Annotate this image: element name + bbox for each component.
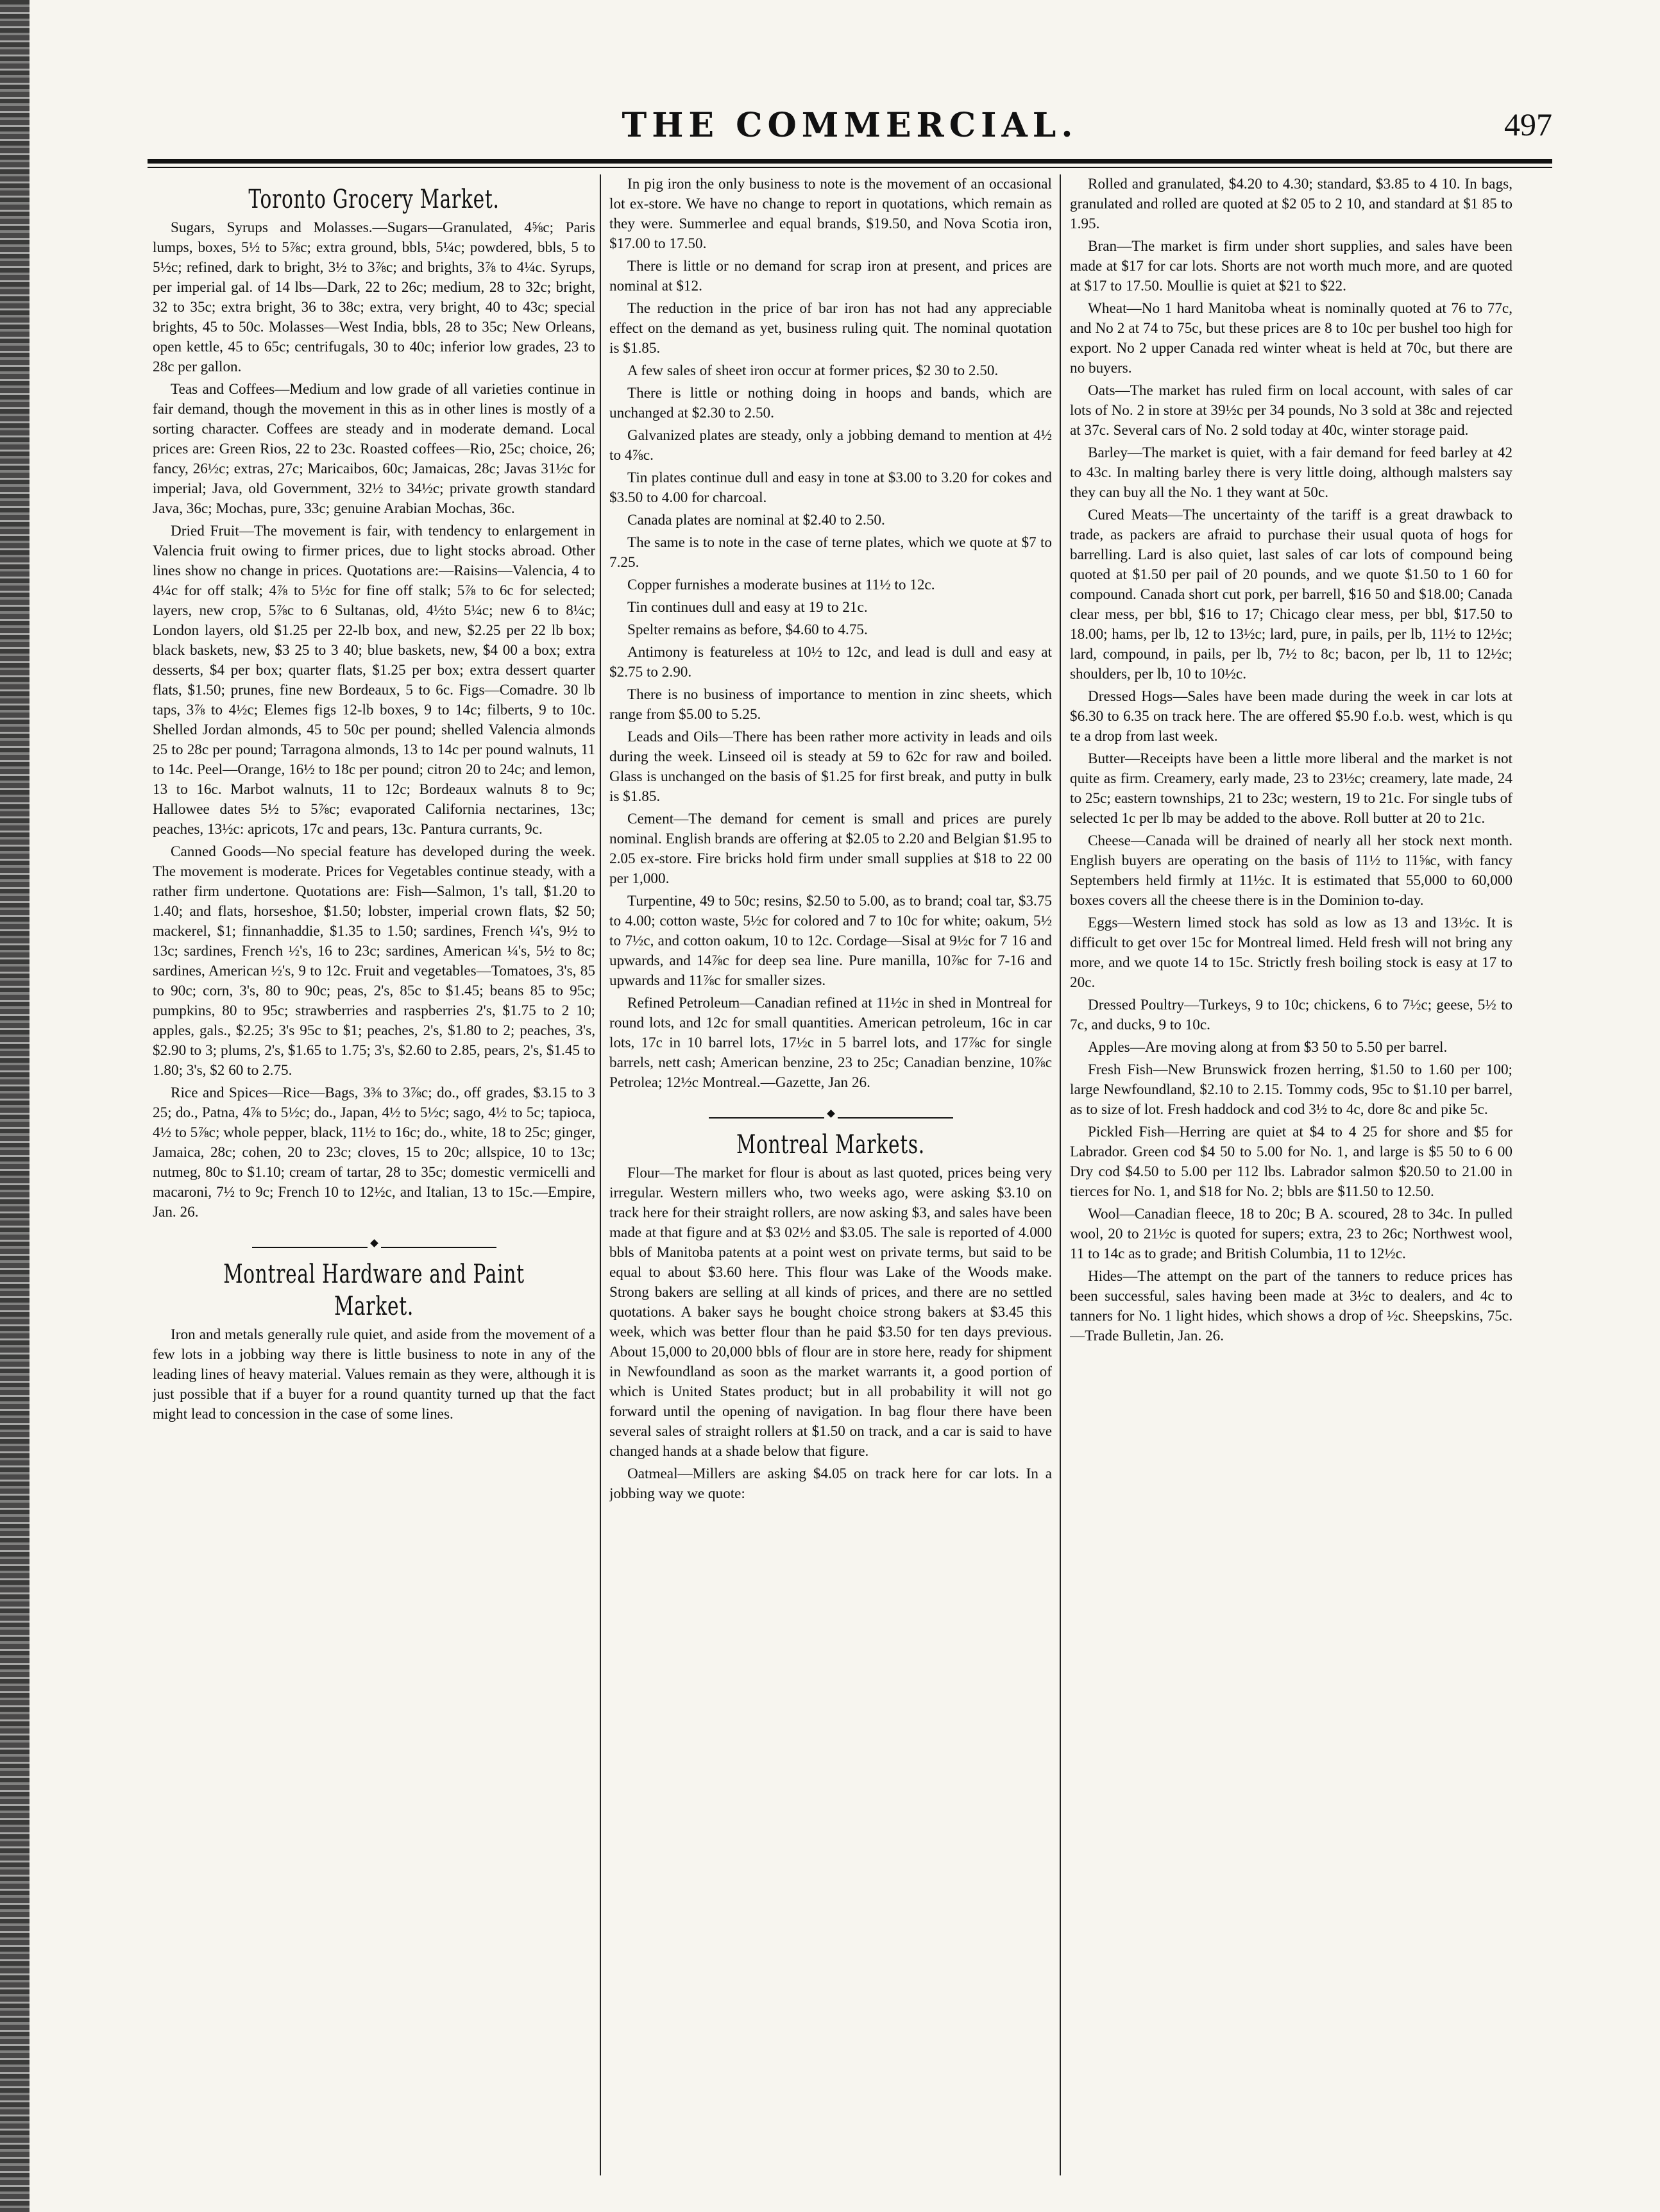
header-rule-thin xyxy=(148,167,1552,168)
paragraph: Canned Goods—No special feature has developed during the week. The movement is moderate. Prices for Vegetables continue steady, with a rather firm undertone. Quotations are: Fish—Salmon, 1's tall, $1.20 to 1.40; and flats, horseshoe, $1.50; lobster, imperial crown flats, $2 50; mackerel, $1; finnanhaddie, $1.35 to 1.50; sardines, French ¼'s, 9½ to 13c; sardines, French ½'s, 16 to 23c; sardines, American ¼'s, 5½ to 8c; sardines, American ½'s, 9 to 12c. Fruit and vegetables—Tomatoes, 3's, 85 to 90c; corn, 3's, 80 to 90c; peas, 2's, 85c to $1.45; beans 85 to 95c; pumpkins, 80 to 95c; strawberries and raspberries 2's, $1.75 to 2 10; apples, gals., $2.25; 3's 95c to $1; peaches, 2's, $1.80 to 2; peaches, 3's, $2.90 to 3; plums, 2's, $1.65 to 1.75; 3's, $2.60 to 2.85, pears, 2's, $1.45 to 1.80; 3's, $2 60 to 2.75. xyxy=(153,843,595,1079)
paragraph: Leads and Oils—There has been rather more activity in leads and oils during the week. Linseed oil is steady at 59 to 62c for raw and boiled. Glass is unchanged on the basis of $1.25 for first break, and putty in bulk is $1.85. xyxy=(609,729,1052,805)
column-1 xyxy=(153,174,595,2182)
paragraph: Canada plates are nominal at $2.40 to 2.50. xyxy=(627,512,885,528)
paragraph: Wheat—No 1 hard Manitoba wheat is nominally quoted at 76 to 77c, and No 2 at 74 to 75c, but these prices are 8 to 10c per bushel too high for export. No 2 upper Canada red winter wheat is held at 70c, but there are no buyers. xyxy=(1070,300,1512,376)
paragraph: Eggs—Western limed stock has sold as low as 13 and 13½c. It is difficult to get over 15c for Montreal limed. Held fresh will not bring any more, and we quote 14 to 15c. Strictly fresh boiling stock is easy at 17 to 20c. xyxy=(1070,915,1512,991)
paragraph: Tin continues dull and easy at 19 to 21c. xyxy=(627,599,868,616)
paragraph: Tin plates continue dull and easy in tone at $3.00 to 3.20 for cokes and $3.50 to 4.00 for charcoal. xyxy=(609,469,1052,506)
column-3 xyxy=(1070,174,1512,2182)
paragraph: Galvanized plates are steady, only a jobbing demand to mention at 4½ to 4⅞c. xyxy=(609,427,1052,464)
scan-binding-edge xyxy=(0,0,30,2212)
paragraph: Rolled and granulated, $4.20 to 4.30; standard, $3.85 to 4 10. In bags, granulated and rolled are quoted at $2 05 to 2 10, and standard at $1 85 to 1.95. xyxy=(1070,176,1512,232)
paragraph: Dressed Hogs—Sales have been made during the week in car lots at $6.30 to 6.35 on track here. The are offered $5.90 f.o.b. west, which is qu te a drop from last week. xyxy=(1070,688,1512,745)
paragraph: Turpentine, 49 to 50c; resins, $2.50 to 5.00, as to brand; coal tar, $3.75 to 4.00; cotton waste, 5½c for colored and 7 to 10c for white; oakum, 5½ to 7½c, and cotton oakum, 10 to 12c. Cordage—Sisal at 9½c for 7 16 and upwards, and 14⅞c for deep sea line. Pure manilla, 10⅞c for 7-16 and upwards and 11⅞c for smaller sizes. xyxy=(609,893,1052,989)
section-ornament xyxy=(153,1237,595,1249)
paragraph: Iron and metals generally rule quiet, and aside from the movement of a few lots in a jobbing way there is little business to note in any of the leading lines of heavy material. Values remain as they were, although it is just possible that if a buyer for a round quantity turned up that the fact might lead to concession in the case of some lines. xyxy=(153,1326,595,1423)
paragraph: Oats—The market has ruled firm on local account, with sales of car lots of No. 2 in store at 39½c per 34 pounds, No 3 sold at 38c and rejected at 37c. Several cars of No. 2 sold today at 40c, winter storage paid. xyxy=(1070,382,1512,439)
paragraph: Cured Meats—The uncertainty of the tariff is a great drawback to trade, as packers are afraid to purchase their usual quota of hogs for barrelling. Lard is also quiet, last sales of car lots of compound being quoted at $1.50 per pail of 20 pounds, and we quote $1.50 to 1 60 for compound. Canada short cut pork, per barrell, $16 50 and $18.00; Canada clear mess, per bbl, $16 to 17; Chicago clear mess, per bbl, $17.50 to 18.00; hams, per lb, 12 to 13½c; lard, pure, in pails, per lb, 11½ to 12½c; lard, compound, in pails, per lb, 7½ to 8c; bacon, per lb, 11 to 12½c; shoulders, per lb, 10 to 10½c. xyxy=(1070,507,1512,682)
paragraph: There is little or nothing doing in hoops and bands, which are unchanged at $2.30 to 2.50. xyxy=(609,385,1052,421)
paragraph: The reduction in the price of bar iron has not had any appreciable effect on the demand as yet, business ruling quit. The nominal quotation is $1.85. xyxy=(609,300,1052,357)
column-2 xyxy=(609,174,1052,2182)
paragraph: Antimony is featureless at 10½ to 12c, and lead is dull and easy at $2.75 to 2.90. xyxy=(609,644,1052,680)
section-ornament xyxy=(609,1107,1052,1120)
paragraph: Dried Fruit—The movement is fair, with tendency to enlargement in Valencia fruit owing to firmer prices, due to light stocks abroad. Other lines show no change in prices. Quotations are:—Raisins—Valencia, 4 to 4¼c for off stalk; 4⅞ to 5½c for fine off stalk; 5⅞ to 6c for selected; layers, new crop, 5⅞c to 6 Sultanas, old, 4½to 5¼c; new 6 to 8¼c; London layers, old $1.25 per 22-lb box, and new, $2.25 per 22 lb box; black baskets, new, $3 25 to 3 40; blue baskets, new, $4 00 a box; extra desserts, $4 per box; quarter flats, $1.25 per box; extra dessert quarter flats, $1.50; prunes, fine new Bordeaux, 5 to 6c. Figs—Comadre. 30 lb taps, 3⅞ to 4½c; Elemes figs 12-lb boxes, 9 to 14c; filberts, 9 to 10c. Shelled Jordan almonds, 45 to 50c per pound; shelled Valencia almonds 25 to 28c per pound; Tarragona almonds, 13 to 14c per pound walnuts, 11 to 14c. Peel—Orange, 16½ to 18c per pound; citron 20 to 24c; and lemon, 13 to 16c. Marbot walnuts, 11 to 12c; Bordeaux walnuts 8 to 9c; Hallowee dates 5½ to 5⅞c; evaporated California nectarines, 13c; peaches, 13½c: apricots, 17c and pears, 13c. Pantura currants, 9c. xyxy=(153,523,595,838)
paragraph: Rice and Spices—Rice—Bags, 3⅜ to 3⅞c; do., off grades, $3.15 to 3 25; do., Patna, 4⅞ to 5½c; do., Japan, 4½ to 5½c; sago, 4½ to 5c; tapioca, 4½ to 5⅞c; whole pepper, black, 11½ to 16c; do., white, 18 to 25c; ginger, Jamaica, 28c; cohen, 20 to 23c; cloves, 15 to 20c; allspice, 10 to 13c; nutmeg, 80c to $1.10; cream of tartar, 28 to 35c; domestic vermicelli and macaroni, 7½ to 9c; French 10 to 12½c, and Italian, 13 to 15c.—Empire, Jan. 26. xyxy=(153,1085,595,1220)
article-heading-montreal-markets: Montreal Markets. xyxy=(736,1130,925,1160)
paragraph: Sugars, Syrups and Molasses.—Sugars—Granulated, 4⅝c; Paris lumps, boxes, 5½ to 5⅞c; extra ground, bbls, 5¼c; powdered, bbls, 5 to 5½c; refined, dark to bright, 3½ to 3⅞c; and brights, 3⅞ to 4¼c. Syrups, per imperial gal. of 14 lbs—Dark, 22 to 26c; medium, 28 to 32c; bright, 32 to 35c; extra bright, 36 to 38c; extra, very bright, 40 to 43c; special brights, 45 to 50c. Molasses—West India, bbls, 28 to 35c; New Orleans, open kettle, 45 to 65c; centrifugals, 30 to 40c; inferior low grades, 23 to 28c per gallon. xyxy=(153,219,595,375)
paragraph: Wool—Canadian fleece, 18 to 20c; B A. scoured, 28 to 34c. In pulled wool, 20 to 21½c is quoted for supers; extra, 23 to 26c; Northwest wool, 11 to 14c as to grade; and British Columbia, 11 to 12½c. xyxy=(1070,1206,1512,1262)
paragraph: Oatmeal—Millers are asking $4.05 on track here for car lots. In a jobbing way we quote: xyxy=(609,1465,1052,1502)
paragraph: Refined Petroleum—Canadian refined at 11½c in shed in Montreal for round lots, and 12c for small quantities. American petroleum, 16c in car lots, 17c in 10 barrel lots, 17½c in 5 barrel lots, and 17⅞c for single barrels, nett cash; American benzine, 23 to 25c; Canadian benzine, 10⅞c Petrolea; 12½c Montreal.—Gazette, Jan 26. xyxy=(609,995,1052,1091)
paragraph: Hides—The attempt on the part of the tanners to reduce prices has been successful, sales having been made at 3½c to dealers, and 4c to tanners for No. 1 light hides, which shows a drop of ½c. Sheepskins, 75c.—Trade Bulletin, Jan. 26. xyxy=(1070,1268,1512,1344)
page-number: 497 xyxy=(1504,106,1552,142)
paragraph: Bran—The market is firm under short supplies, and sales have been made at $17 for car lots. Shorts are not worth much more, and are quoted at $17 to 17.50. Moullie is quiet at $21 to $22. xyxy=(1070,238,1512,294)
paragraph: Flour—The market for flour is about as last quoted, prices being very irregular. Western millers who, two weeks ago, were asking $3.10 on track here for their straight rollers, are now asking $3, and sales have been made at that figure and at $3 02½ and $3.05. The sale is reported of 4.000 bbls of Manitoba patents at a point west on private terms, but said to be equal to about $3.60 here. This flour was Lake of the Woods make. Strong bakers are selling at all kinds of prices, and there are no settled quotations. A baker says he bought choice strong bakers at $3.45 this week, which was better flour than he paid $3.50 for ten days previous. About 15,000 to 20,000 bbls of flour are in store here, ready for shipment in Newfoundland as soon as the market warrants it, a good portion of which is United States product; but in all probability it will not go forward until the opening of navigation. In bag flour there have been several sales of straight rollers at $1.50 on track, and a car is said to have changed hands at a shade below that figure. xyxy=(609,1165,1052,1460)
paragraph: There is little or no demand for scrap iron at present, and prices are nominal at $12. xyxy=(609,258,1052,294)
paragraph: In pig iron the only business to note is the movement of an occasional lot ex-store. We have no change to report in quotations, which remain as they were. Summerlee and equal brands, $19.50, and Nova Scotia iron, $17.00 to 17.50. xyxy=(609,176,1052,252)
article-heading-montreal-hardware: Montreal Hardware and Paint Market. xyxy=(223,1260,525,1321)
paragraph: Spelter remains as before, $4.60 to 4.75. xyxy=(627,621,868,638)
column-divider xyxy=(600,174,601,2175)
publication-title: THE COMMERCIAL. xyxy=(622,106,1078,145)
paragraph: A few sales of sheet iron occur at former prices, $2 30 to 2.50. xyxy=(627,362,999,379)
paragraph: There is no business of importance to mention in zinc sheets, which range from $5.00 to 5.25. xyxy=(609,686,1052,723)
paragraph: Teas and Coffees—Medium and low grade of all varieties continue in fair demand, though the movement in this as in other lines is mostly of a sorting character. Coffees are steady and in moderate demand. Local prices are: Green Rios, 22 to 23c. Roasted coffees—Rio, 25c; choice, 26; fancy, 26½c; extras, 27c; Maricaibos, 60c; Jamaicas, 28c; Javas 31½c for imperial; Java, old Government, 32½ to 34½c; private growth standard Java, 36c; Mochas, pure, 33c; genuine Arabian Mochas, 36c. xyxy=(153,381,595,517)
article-heading-toronto-grocery: Toronto Grocery Market. xyxy=(248,185,500,214)
paragraph: Pickled Fish—Herring are quiet at $4 to 4 25 for shore and $5 for Labrador. Green cod $4 50 to 5.00 for No. 1, and large is $5 50 to 6 00 Dry cod $4.50 to 5.00 per 112 lbs. Labrador salmon $20.50 to 21.00 in tierces for No. 1, and $18 for No. 2; bbls are $11.50 to 12.50. xyxy=(1070,1124,1512,1200)
paragraph: Copper furnishes a moderate busines at 11½ to 12c. xyxy=(627,577,935,593)
header-rule-thick xyxy=(148,159,1552,164)
paragraph: Barley—The market is quiet, with a fair demand for feed barley at 42 to 43c. In malting barley there is very little doing, although malsters say they can buy all the No. 1 they want at 50c. xyxy=(1070,444,1512,501)
paragraph: Cheese—Canada will be drained of nearly all her stock next month. English buyers are operating on the basis of 11½ to 11⅝c, with fancy Septembers held firmly at 11½c. It is estimated that 55,000 to 60,000 boxes covers all the cheese there is in the Dominion to-day. xyxy=(1070,832,1512,909)
paragraph: Cement—The demand for cement is small and prices are purely nominal. English brands are offering at $2.05 to 2.20 and Belgian $1.95 to 2.05 ex-store. Fire bricks hold firm under small supplies at $18 to 22 00 per 1,000. xyxy=(609,811,1052,887)
column-divider xyxy=(1060,174,1061,2175)
masthead xyxy=(148,106,1552,151)
paragraph: Butter—Receipts have been a little more liberal and the market is not quite as firm. Creamery, early made, 23 to 23½c; creamery, late made, 24 to 25c; eastern townships, 21 to 23c; western, 19 to 21c. For single tubs of selected 1c per lb may be added to the above. Roll butter at 20 to 21c. xyxy=(1070,750,1512,827)
paragraph: The same is to note in the case of terne plates, which we quote at $7 to 7.25. xyxy=(609,534,1052,571)
paragraph: Fresh Fish—New Brunswick frozen herring, $1.50 to 1.60 per 100; large Newfoundland, $2.10 to 2.15. Tommy cods, 95c to $1.10 per barrel, as to size of lot. Fresh haddock and cod 3½ to 4c, dore 8c and pike 5c. xyxy=(1070,1061,1512,1118)
paragraph: Apples—Are moving along at from $3 50 to 5.50 per barrel. xyxy=(1088,1039,1448,1056)
paragraph: Dressed Poultry—Turkeys, 9 to 10c; chickens, 6 to 7½c; geese, 5½ to 7c, and ducks, 9 to 10c. xyxy=(1070,997,1512,1033)
